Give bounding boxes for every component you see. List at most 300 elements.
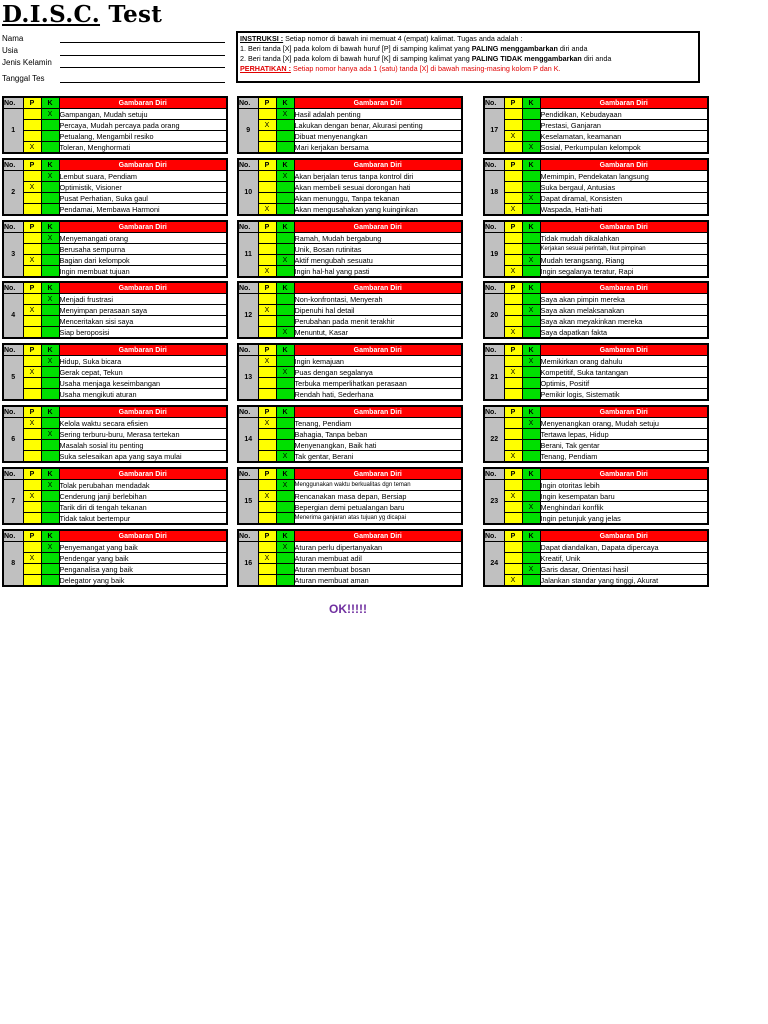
- k-cell[interactable]: [276, 356, 294, 367]
- p-cell[interactable]: X: [23, 142, 41, 154]
- table-row: [238, 429, 462, 440]
- p-cell[interactable]: [258, 429, 276, 440]
- p-cell[interactable]: [23, 502, 41, 513]
- p-cell[interactable]: [258, 294, 276, 305]
- header-k: K: [522, 344, 540, 356]
- p-cell[interactable]: X: [504, 575, 522, 587]
- k-cell[interactable]: [276, 182, 294, 193]
- group-number: 24: [484, 542, 504, 587]
- p-cell[interactable]: [23, 120, 41, 131]
- statement-text: Aktif mengubah sesuatu: [294, 255, 462, 266]
- table-row: [238, 305, 462, 316]
- statement-text: Bepergian demi petualangan baru: [294, 502, 462, 513]
- p-cell[interactable]: [504, 142, 522, 154]
- statement-text: Tolak perubahan mendadak: [59, 480, 227, 491]
- k-cell[interactable]: X: [522, 356, 540, 367]
- p-cell[interactable]: [258, 171, 276, 182]
- p-cell[interactable]: [258, 131, 276, 142]
- k-cell[interactable]: [276, 316, 294, 327]
- p-cell[interactable]: [23, 294, 41, 305]
- statement-text: Prestasi, Ganjaran: [540, 120, 708, 131]
- table-row: [3, 244, 227, 255]
- k-cell[interactable]: [276, 120, 294, 131]
- k-cell[interactable]: [276, 553, 294, 564]
- table-row: [3, 451, 227, 463]
- table-row: [238, 327, 462, 339]
- k-cell[interactable]: [41, 305, 59, 316]
- k-cell[interactable]: [41, 389, 59, 401]
- table-row: [238, 491, 462, 502]
- k-cell[interactable]: X: [276, 109, 294, 120]
- p-cell[interactable]: [258, 480, 276, 491]
- p-cell[interactable]: [504, 389, 522, 401]
- p-cell[interactable]: [23, 429, 41, 440]
- jenis-kelamin-label: Jenis Kelamin: [2, 58, 52, 67]
- table-row: [238, 356, 462, 367]
- group-number: 8: [3, 542, 23, 587]
- k-cell[interactable]: [522, 244, 540, 255]
- k-cell[interactable]: X: [41, 294, 59, 305]
- statement-text: Ingin segalanya teratur, Rapi: [540, 266, 708, 278]
- p-cell[interactable]: [504, 564, 522, 575]
- statement-text: Percaya, Mudah percaya pada orang: [59, 120, 227, 131]
- p-cell[interactable]: [23, 244, 41, 255]
- k-cell[interactable]: [522, 182, 540, 193]
- k-cell[interactable]: [276, 266, 294, 278]
- p-cell[interactable]: [23, 389, 41, 401]
- p-cell[interactable]: X: [23, 182, 41, 193]
- header-gambaran-diri: Gambaran Diri: [294, 468, 462, 480]
- p-cell[interactable]: [23, 440, 41, 451]
- p-cell[interactable]: [504, 356, 522, 367]
- k-cell[interactable]: [41, 142, 59, 154]
- k-cell[interactable]: [522, 451, 540, 463]
- header-k: K: [41, 221, 59, 233]
- statement-text: Saya dapatkan fakta: [540, 327, 708, 339]
- statement-text: Bahagia, Tanpa beban: [294, 429, 462, 440]
- k-cell[interactable]: X: [522, 142, 540, 154]
- tanggal-tes-label: Tanggal Tes: [2, 74, 45, 83]
- p-cell[interactable]: X: [258, 266, 276, 278]
- k-cell[interactable]: [41, 418, 59, 429]
- k-cell[interactable]: [522, 266, 540, 278]
- header-no: No.: [3, 406, 23, 418]
- table-row: [238, 378, 462, 389]
- group-number: 10: [238, 171, 258, 216]
- statement-text: Puas dengan segalanya: [294, 367, 462, 378]
- p-cell[interactable]: [23, 109, 41, 120]
- k-cell[interactable]: [276, 378, 294, 389]
- statement-text: Tidak mudah dikalahkan: [540, 233, 708, 244]
- p-cell[interactable]: [258, 542, 276, 553]
- header-p: P: [258, 159, 276, 171]
- k-cell[interactable]: [522, 440, 540, 451]
- p-cell[interactable]: X: [23, 418, 41, 429]
- k-cell[interactable]: [276, 389, 294, 401]
- p-cell[interactable]: [258, 367, 276, 378]
- p-cell[interactable]: [258, 233, 276, 244]
- table-row: [484, 440, 708, 451]
- header-no: No.: [238, 530, 258, 542]
- p-cell[interactable]: [258, 182, 276, 193]
- p-cell[interactable]: [23, 356, 41, 367]
- disc-table-18: [483, 158, 709, 216]
- k-cell[interactable]: [41, 244, 59, 255]
- table-row: [3, 513, 227, 525]
- group-number: 2: [3, 171, 23, 216]
- k-cell[interactable]: [41, 327, 59, 339]
- header-gambaran-diri: Gambaran Diri: [540, 97, 708, 109]
- p-cell[interactable]: [23, 564, 41, 575]
- k-cell[interactable]: X: [522, 305, 540, 316]
- p-cell[interactable]: [23, 131, 41, 142]
- p-cell[interactable]: X: [23, 491, 41, 502]
- k-cell[interactable]: [41, 367, 59, 378]
- k-cell[interactable]: [276, 564, 294, 575]
- k-cell[interactable]: [41, 502, 59, 513]
- table-row: [238, 389, 462, 401]
- table-row: [238, 440, 462, 451]
- p-cell[interactable]: [258, 109, 276, 120]
- table-row: [3, 316, 227, 327]
- k-cell[interactable]: [276, 429, 294, 440]
- group-number: 4: [3, 294, 23, 339]
- statement-text: Kompetitif, Suka tantangan: [540, 367, 708, 378]
- k-cell[interactable]: [522, 233, 540, 244]
- statement-text: Ramah, Mudah bergabung: [294, 233, 462, 244]
- table-row: [484, 193, 708, 204]
- k-cell[interactable]: [41, 131, 59, 142]
- k-cell[interactable]: [41, 204, 59, 216]
- k-cell[interactable]: X: [276, 542, 294, 553]
- header-gambaran-diri: Gambaran Diri: [59, 530, 227, 542]
- disc-table-11: [237, 220, 463, 278]
- k-cell[interactable]: [41, 440, 59, 451]
- k-cell[interactable]: [522, 316, 540, 327]
- tanggal-tes-field[interactable]: [60, 82, 225, 83]
- k-cell[interactable]: [41, 575, 59, 587]
- statement-text: Cenderung janji berlebihan: [59, 491, 227, 502]
- k-cell[interactable]: [41, 120, 59, 131]
- p-cell[interactable]: [504, 294, 522, 305]
- k-cell[interactable]: [41, 182, 59, 193]
- disc-table-5: [2, 343, 228, 401]
- k-cell[interactable]: [276, 233, 294, 244]
- table-row: [238, 513, 462, 525]
- k-cell[interactable]: [41, 564, 59, 575]
- k-cell[interactable]: [276, 142, 294, 154]
- p-cell[interactable]: X: [258, 305, 276, 316]
- disc-table-12: [237, 281, 463, 339]
- p-cell[interactable]: [258, 255, 276, 266]
- k-cell[interactable]: X: [522, 255, 540, 266]
- k-cell[interactable]: X: [41, 171, 59, 182]
- k-cell[interactable]: [522, 491, 540, 502]
- p-cell[interactable]: [504, 378, 522, 389]
- p-cell[interactable]: X: [258, 356, 276, 367]
- table-row: [3, 553, 227, 564]
- p-cell[interactable]: [504, 305, 522, 316]
- p-cell[interactable]: [504, 233, 522, 244]
- header-no: No.: [484, 530, 504, 542]
- k-cell[interactable]: X: [41, 233, 59, 244]
- p-cell[interactable]: [23, 513, 41, 525]
- header-no: No.: [238, 159, 258, 171]
- k-cell[interactable]: [522, 378, 540, 389]
- p-cell[interactable]: [258, 502, 276, 513]
- statement-text: Menceritakan sisi saya: [59, 316, 227, 327]
- p-cell[interactable]: X: [23, 367, 41, 378]
- table-row: [484, 553, 708, 564]
- k-cell[interactable]: X: [41, 109, 59, 120]
- p-cell[interactable]: [504, 193, 522, 204]
- group-number: 13: [238, 356, 258, 401]
- k-cell[interactable]: X: [522, 564, 540, 575]
- p-cell[interactable]: [23, 316, 41, 327]
- p-cell[interactable]: [504, 429, 522, 440]
- p-cell[interactable]: X: [504, 367, 522, 378]
- p-cell[interactable]: [23, 204, 41, 216]
- k-cell[interactable]: [276, 244, 294, 255]
- k-cell[interactable]: X: [276, 171, 294, 182]
- k-cell[interactable]: X: [276, 255, 294, 266]
- table-row: [238, 367, 462, 378]
- p-cell[interactable]: X: [23, 553, 41, 564]
- p-cell[interactable]: [258, 327, 276, 339]
- k-cell[interactable]: [41, 255, 59, 266]
- k-cell[interactable]: [276, 294, 294, 305]
- p-cell[interactable]: X: [504, 327, 522, 339]
- table-row: [3, 182, 227, 193]
- table-row: [238, 233, 462, 244]
- p-cell[interactable]: [23, 171, 41, 182]
- header-gambaran-diri: Gambaran Diri: [294, 530, 462, 542]
- k-cell[interactable]: [41, 451, 59, 463]
- k-cell[interactable]: [41, 193, 59, 204]
- table-row: [484, 305, 708, 316]
- k-cell[interactable]: X: [41, 429, 59, 440]
- disc-table-3: [2, 220, 228, 278]
- table-row: [3, 367, 227, 378]
- k-cell[interactable]: X: [276, 367, 294, 378]
- k-cell[interactable]: [41, 491, 59, 502]
- p-cell[interactable]: [23, 451, 41, 463]
- p-cell[interactable]: [504, 502, 522, 513]
- jenis-kelamin-field[interactable]: [60, 67, 225, 68]
- k-cell[interactable]: [276, 131, 294, 142]
- header-k: K: [276, 159, 294, 171]
- k-cell[interactable]: X: [276, 480, 294, 491]
- table-row: [484, 491, 708, 502]
- nama-field[interactable]: [60, 42, 225, 43]
- group-number: 15: [238, 480, 258, 525]
- disc-table-6: [2, 405, 228, 463]
- header-no: No.: [3, 282, 23, 294]
- k-cell[interactable]: [276, 491, 294, 502]
- k-cell[interactable]: [522, 480, 540, 491]
- p-cell[interactable]: X: [23, 305, 41, 316]
- k-cell[interactable]: [522, 575, 540, 587]
- group-number: 14: [238, 418, 258, 463]
- group-number: 23: [484, 480, 504, 525]
- header-k: K: [41, 530, 59, 542]
- p-cell[interactable]: [504, 255, 522, 266]
- table-row: [484, 327, 708, 339]
- k-cell[interactable]: [276, 305, 294, 316]
- p-cell[interactable]: [23, 480, 41, 491]
- p-cell[interactable]: [23, 327, 41, 339]
- statement-text: Memimpin, Pendekatan langsung: [540, 171, 708, 182]
- p-cell[interactable]: [504, 542, 522, 553]
- group-number: 11: [238, 233, 258, 278]
- k-cell[interactable]: [522, 389, 540, 401]
- p-cell[interactable]: [504, 418, 522, 429]
- instructions-line2-b: PALING TIDAK menggambarkan: [471, 54, 582, 63]
- table-row: [484, 575, 708, 587]
- statement-text: Saya akan melaksanakan: [540, 305, 708, 316]
- k-cell[interactable]: [41, 316, 59, 327]
- k-cell[interactable]: X: [276, 451, 294, 463]
- table-row: [238, 244, 462, 255]
- k-cell[interactable]: [522, 109, 540, 120]
- statement-text: Ingin kemajuan: [294, 356, 462, 367]
- k-cell[interactable]: X: [276, 327, 294, 339]
- statement-text: Non-konfrontasi, Menyerah: [294, 294, 462, 305]
- header-p: P: [504, 406, 522, 418]
- k-cell[interactable]: X: [522, 418, 540, 429]
- p-cell[interactable]: [504, 120, 522, 131]
- table-row: [484, 480, 708, 491]
- p-cell[interactable]: [504, 440, 522, 451]
- k-cell[interactable]: X: [41, 356, 59, 367]
- warning-label: PERHATIKAN :: [240, 64, 291, 73]
- k-cell[interactable]: [276, 204, 294, 216]
- p-cell[interactable]: [258, 378, 276, 389]
- p-cell[interactable]: [504, 182, 522, 193]
- p-cell[interactable]: [258, 513, 276, 525]
- statement-text: Sosial, Perkumpulan kelompok: [540, 142, 708, 154]
- p-cell[interactable]: X: [504, 451, 522, 463]
- p-cell[interactable]: X: [504, 266, 522, 278]
- statement-text: Mudah terangsang, Riang: [540, 255, 708, 266]
- k-cell[interactable]: [276, 575, 294, 587]
- k-cell[interactable]: [522, 294, 540, 305]
- header-p: P: [23, 282, 41, 294]
- k-cell[interactable]: [522, 367, 540, 378]
- table-row: [3, 120, 227, 131]
- k-cell[interactable]: [522, 204, 540, 216]
- k-cell[interactable]: [276, 193, 294, 204]
- statement-text: Menerima ganjaran atas tujuan yg dicapai: [294, 513, 462, 525]
- table-row: [238, 553, 462, 564]
- p-cell[interactable]: [23, 233, 41, 244]
- table-row: [3, 480, 227, 491]
- p-cell[interactable]: X: [258, 418, 276, 429]
- instructions-intro: Setiap nomor di bawah ini memuat 4 (empat) kalimat. Tugas anda adalah :: [285, 34, 523, 43]
- p-cell[interactable]: X: [258, 491, 276, 502]
- k-cell[interactable]: [522, 327, 540, 339]
- k-cell[interactable]: X: [522, 193, 540, 204]
- p-cell[interactable]: [23, 575, 41, 587]
- p-cell[interactable]: [23, 378, 41, 389]
- p-cell[interactable]: [258, 564, 276, 575]
- p-cell[interactable]: X: [504, 491, 522, 502]
- statement-text: Dapat diandalkan, Dapata dipercaya: [540, 542, 708, 553]
- usia-field[interactable]: [60, 55, 225, 56]
- p-cell[interactable]: [504, 316, 522, 327]
- p-cell[interactable]: [258, 575, 276, 587]
- p-cell[interactable]: [504, 171, 522, 182]
- k-cell[interactable]: X: [41, 542, 59, 553]
- k-cell[interactable]: [522, 131, 540, 142]
- p-cell[interactable]: [258, 142, 276, 154]
- k-cell[interactable]: [522, 542, 540, 553]
- p-cell[interactable]: [258, 440, 276, 451]
- p-cell[interactable]: [504, 244, 522, 255]
- p-cell[interactable]: [504, 109, 522, 120]
- k-cell[interactable]: [41, 513, 59, 525]
- p-cell[interactable]: [258, 451, 276, 463]
- p-cell[interactable]: X: [504, 204, 522, 216]
- k-cell[interactable]: [276, 502, 294, 513]
- k-cell[interactable]: [522, 553, 540, 564]
- k-cell[interactable]: [522, 429, 540, 440]
- p-cell[interactable]: [23, 542, 41, 553]
- p-cell[interactable]: X: [504, 131, 522, 142]
- header-p: P: [258, 344, 276, 356]
- group-number: 19: [484, 233, 504, 278]
- table-row: [3, 502, 227, 513]
- p-cell[interactable]: X: [258, 204, 276, 216]
- k-cell[interactable]: [276, 440, 294, 451]
- table-row: [3, 564, 227, 575]
- header-gambaran-diri: Gambaran Diri: [540, 406, 708, 418]
- k-cell[interactable]: [522, 171, 540, 182]
- p-cell[interactable]: [258, 316, 276, 327]
- p-cell[interactable]: [23, 193, 41, 204]
- p-cell[interactable]: [504, 513, 522, 525]
- k-cell[interactable]: [276, 513, 294, 525]
- k-cell[interactable]: [522, 120, 540, 131]
- nama-label: Nama: [2, 34, 24, 43]
- k-cell[interactable]: [276, 418, 294, 429]
- p-cell[interactable]: [258, 244, 276, 255]
- p-cell[interactable]: [258, 389, 276, 401]
- statement-text: Lakukan dengan benar, Akurasi penting: [294, 120, 462, 131]
- header-k: K: [41, 159, 59, 171]
- k-cell[interactable]: [41, 378, 59, 389]
- header-p: P: [258, 406, 276, 418]
- header-k: K: [41, 344, 59, 356]
- p-cell[interactable]: [23, 266, 41, 278]
- p-cell[interactable]: [504, 553, 522, 564]
- statement-text: Ingin hal-hal yang pasti: [294, 266, 462, 278]
- k-cell[interactable]: X: [41, 480, 59, 491]
- p-cell[interactable]: X: [258, 553, 276, 564]
- statement-text: Toleran, Menghormati: [59, 142, 227, 154]
- statement-text: Berusaha sempurna: [59, 244, 227, 255]
- k-cell[interactable]: [522, 513, 540, 525]
- p-cell[interactable]: [504, 480, 522, 491]
- p-cell[interactable]: X: [23, 255, 41, 266]
- p-cell[interactable]: [258, 193, 276, 204]
- k-cell[interactable]: [41, 553, 59, 564]
- k-cell[interactable]: [41, 266, 59, 278]
- p-cell[interactable]: X: [258, 120, 276, 131]
- header-k: K: [41, 468, 59, 480]
- instructions-line2-c: diri anda: [581, 54, 612, 63]
- k-cell[interactable]: X: [522, 502, 540, 513]
